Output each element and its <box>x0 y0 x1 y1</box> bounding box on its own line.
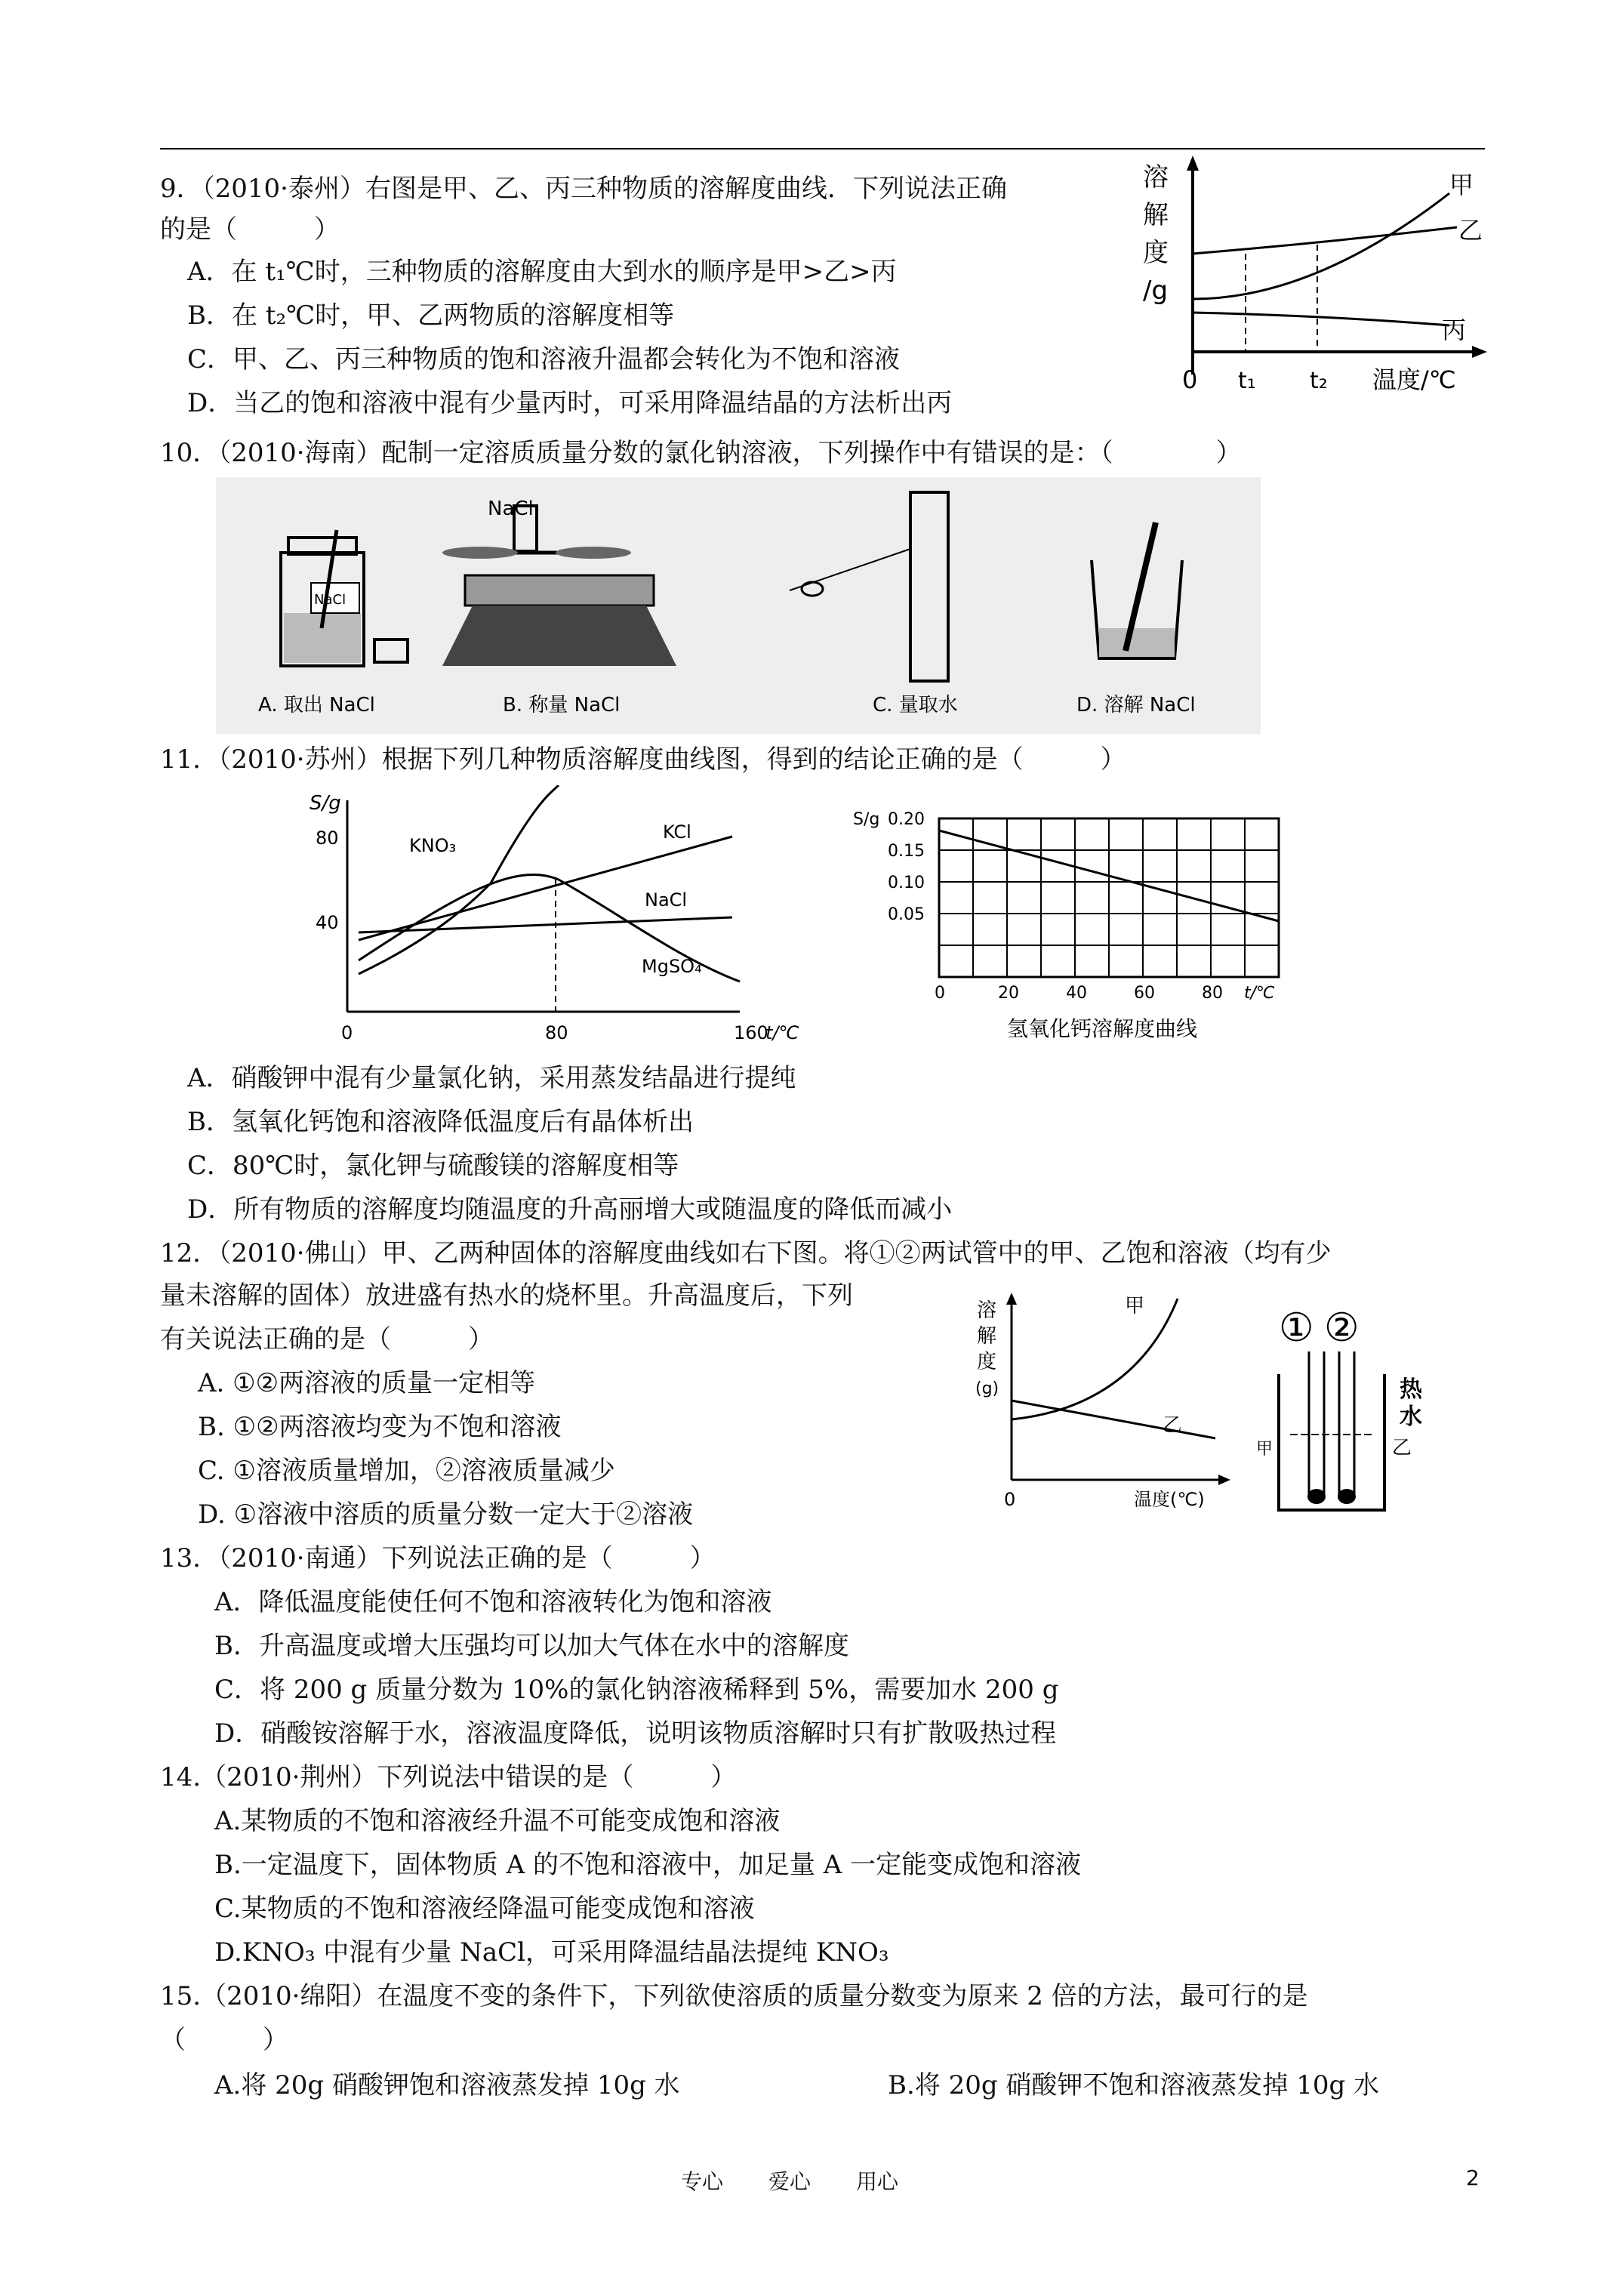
footer-motto-3: 用心 <box>856 2169 899 2194</box>
xunit: t/℃ <box>765 1022 799 1042</box>
option-c: C．80℃时，氯化钾与硫酸镁的溶解度相等 <box>187 1151 679 1181</box>
option-a: A. ①②两溶液的质量一定相等 <box>198 1368 536 1398</box>
option-c: C．甲、乙、丙三种物质的饱和溶液升温都会转化为不饱和溶液 <box>187 344 901 374</box>
panel-b-caption: B. 称量 NaCl <box>503 694 621 717</box>
question-source: （2010·南通） <box>218 1543 382 1573</box>
question-12-line2: 量未溶解的固体）放进盛有热水的烧杯里。升高温度后，下列 <box>160 1281 853 1311</box>
option-c: C．将 200 g 质量分数为 10%的氯化钠溶液稀释到 5%，需要加水 200 g <box>214 1675 1059 1705</box>
ylabel-1: 溶 <box>977 1299 997 1322</box>
option-a: A．降低温度能使任何不饱和溶液转化为饱和溶液 <box>214 1587 772 1617</box>
hot-water-label-2: 水 <box>1400 1404 1422 1430</box>
q11-caoh2-chart <box>836 800 1365 1049</box>
y-axis-arrow-icon <box>1187 156 1199 171</box>
question-12-line1 <box>160 1237 1332 1270</box>
xlabel: 温度(℃) <box>1134 1489 1205 1510</box>
ytick-40: 40 <box>316 912 339 933</box>
xtick-0: 0 <box>341 1022 353 1042</box>
option-d: D. ①溶液中溶质的质量分数一定大于②溶液 <box>198 1499 694 1530</box>
xtick-80: 80 <box>545 1022 568 1042</box>
question-15-line1 <box>160 1980 1308 2013</box>
xtick-80: 80 <box>1202 984 1223 1003</box>
question-9-line1 <box>160 172 1007 205</box>
ytick-80: 80 <box>316 827 339 849</box>
option-a: A．在 t₁℃时，三种物质的溶解度由大到水的顺序是甲>乙>丙 <box>187 257 897 287</box>
label-kno3: KNO₃ <box>409 835 457 856</box>
x-axis-arrow-icon <box>1218 1475 1230 1485</box>
option-b: B.一定温度下，固体物质 A 的不饱和溶液中，加足量 A 一定能变成饱和溶液 <box>214 1850 1082 1880</box>
tube-2-label: ② <box>1324 1305 1360 1351</box>
curve-yi <box>1012 1401 1215 1438</box>
curve-kno3 <box>359 785 559 974</box>
test-tubes-icon <box>1307 1351 1356 1504</box>
footer-motto-1: 专心 <box>681 2169 724 2194</box>
question-12-line3: 有关说法正确的是（ ） <box>160 1324 494 1354</box>
origin-label: 0 <box>1182 365 1198 394</box>
question-stem: 在温度不变的条件下，下列欲使溶质的质量分数变为原来 2 倍的方法，最可行的是 <box>377 1981 1308 2011</box>
question-stem: 右图是甲、乙、丙三种物质的溶解度曲线．下列说法正确 <box>365 174 1007 204</box>
question-11 <box>160 743 1126 776</box>
balance-label: NaCl <box>488 498 534 520</box>
ylabel: S/g <box>310 792 341 815</box>
curve-yi <box>1193 227 1457 254</box>
curve-jia <box>1012 1299 1178 1419</box>
question-source: （2010·泰州） <box>202 174 365 204</box>
question-stem: 下列说法正确的是（ ） <box>381 1543 716 1573</box>
question-source: （2010·海南） <box>218 438 382 468</box>
question-number: 14. <box>160 1762 202 1792</box>
curve-label-bing: 丙 <box>1442 316 1467 344</box>
tick-t1: t₁ <box>1238 368 1256 394</box>
xtick-160: 160 <box>734 1022 768 1042</box>
beaker-icon <box>1279 1374 1384 1510</box>
label-mgso4: MgSO₄ <box>642 956 702 977</box>
xtick-0: 0 <box>935 984 945 1003</box>
q10-operations-figure <box>216 477 1261 734</box>
option-b: B.将 20g 硝酸钾不饱和溶液蒸发掉 10g 水 <box>888 2070 1380 2100</box>
ylabel-3: 度 <box>1143 238 1169 268</box>
option-c: C.某物质的不饱和溶液经降温可能变成饱和溶液 <box>214 1894 755 1924</box>
question-source: （2010·佛山） <box>218 1238 382 1268</box>
question-stem: 下列说法中错误的是（ ） <box>377 1762 737 1792</box>
jar-label: NaCl <box>314 592 346 608</box>
ylabel-2: 解 <box>1143 200 1169 230</box>
xtick-20: 20 <box>998 984 1019 1003</box>
x-axis-arrow-icon <box>1472 346 1487 358</box>
panel-d-caption: D. 溶解 NaCl <box>1076 694 1196 717</box>
question-14 <box>160 1761 736 1794</box>
ylabel-2: 解 <box>977 1325 997 1348</box>
chart-grid <box>939 818 1279 977</box>
ytick-0.15: 0.15 <box>888 842 925 861</box>
origin-label: 0 <box>1004 1489 1016 1510</box>
q9-solubility-figure <box>1132 148 1495 405</box>
question-13 <box>160 1542 716 1575</box>
question-source: （2010·荆州） <box>201 1762 377 1792</box>
chart-caption: 氢氧化钙溶解度曲线 <box>1007 1016 1198 1041</box>
option-b: B．在 t₂℃时，甲、乙两物质的溶解度相等 <box>187 300 675 331</box>
tube-label-yi: 乙 <box>1392 1437 1412 1459</box>
curve-label-yi: 乙 <box>1458 216 1483 245</box>
option-d: D.KNO₃ 中混有少量 NaCl，可采用降温结晶法提纯 KNO₃ <box>214 1937 889 1968</box>
ylabel-4: (g) <box>975 1379 999 1398</box>
question-source: （2010·苏州） <box>218 744 382 775</box>
question-number: 10． <box>160 438 219 468</box>
q12-beaker-figure <box>1256 1299 1483 1525</box>
ylabel-3: 度 <box>977 1351 997 1373</box>
question-number: 15. <box>160 1981 202 2011</box>
ylabel: S/g <box>853 810 880 829</box>
hot-water-label-1: 热 <box>1400 1376 1422 1403</box>
ytick-0.20: 0.20 <box>888 810 925 829</box>
page-number: 2 <box>1466 2165 1480 2190</box>
ytick-0.05: 0.05 <box>888 905 925 924</box>
question-15-line2: （ ） <box>160 2025 288 2055</box>
q11-solubility-chart-left <box>302 785 845 1042</box>
option-d: D．当乙的饱和溶液中混有少量丙时，可采用降温结晶的方法析出丙 <box>187 388 953 418</box>
option-a: A.将 20g 硝酸钾饱和溶液蒸发掉 10g 水 <box>214 2070 680 2100</box>
footer-motto-2: 爱心 <box>768 2169 812 2194</box>
xtick-40: 40 <box>1066 984 1087 1003</box>
xunit: t/℃ <box>1244 984 1275 1003</box>
question-9-line2: 的是（ ） <box>160 214 340 245</box>
q12-solubility-figure <box>974 1284 1261 1525</box>
question-stem: 配制一定溶质质量分数的氯化钠溶液，下列操作中有错误的是：（ ） <box>381 438 1242 468</box>
option-d: D．硝酸铵溶解于水，溶液温度降低，说明该物质溶解时只有扩散吸热过程 <box>214 1718 1057 1749</box>
question-source: （2010·绵阳） <box>201 1981 377 2011</box>
option-b: B．升高温度或增大压强均可以加大气体在水中的溶解度 <box>214 1631 849 1661</box>
curve-label-jia: 甲 <box>1125 1295 1145 1318</box>
option-d: D．所有物质的溶解度均随温度的升高丽增大或随温度的降低而减小 <box>187 1194 953 1225</box>
ylabel-4: /g <box>1143 276 1169 306</box>
panel-c-caption: C. 量取水 <box>873 694 958 717</box>
option-b: B. ①②两溶液均变为不饱和溶液 <box>198 1412 562 1442</box>
option-a: A．硝酸钾中混有少量氯化钠，采用蒸发结晶进行提纯 <box>187 1063 796 1093</box>
tick-t2: t₂ <box>1310 368 1328 394</box>
curve-jia <box>1193 193 1449 299</box>
tube-1-label: ① <box>1279 1305 1314 1351</box>
question-number: 11． <box>160 744 219 775</box>
curve-bing <box>1193 313 1449 325</box>
option-b: B．氢氧化钙饱和溶液降低温度后有晶体析出 <box>187 1107 694 1137</box>
question-stem: 甲、乙两种固体的溶解度曲线如右下图。将①②两试管中的甲、乙饱和溶液（均有少 <box>381 1238 1332 1268</box>
curve-label-yi: 乙 <box>1163 1414 1183 1437</box>
y-axis-arrow-icon <box>1006 1293 1017 1305</box>
question-stem: 根据下列几种物质溶解度曲线图，得到的结论正确的是（ ） <box>381 744 1126 775</box>
curve-label-jia: 甲 <box>1449 171 1474 199</box>
label-kcl: KCl <box>663 821 691 843</box>
xtick-60: 60 <box>1134 984 1155 1003</box>
xlabel: 温度/℃ <box>1372 365 1456 394</box>
question-number: 13． <box>160 1543 219 1573</box>
tube-label-jia: 甲 <box>1256 1440 1273 1459</box>
question-number: 12． <box>160 1238 219 1268</box>
ytick-0.10: 0.10 <box>888 874 925 892</box>
option-c: C. ①溶液质量增加，②溶液质量减少 <box>198 1456 615 1486</box>
question-number: 9． <box>160 174 202 204</box>
question-10 <box>160 436 1242 470</box>
label-nacl: NaCl <box>645 889 688 911</box>
ylabel-1: 溶 <box>1143 162 1169 193</box>
panel-a-caption: A. 取出 NaCl <box>258 694 375 717</box>
option-a: A.某物质的不饱和溶液经升温不可能变成饱和溶液 <box>214 1806 781 1836</box>
